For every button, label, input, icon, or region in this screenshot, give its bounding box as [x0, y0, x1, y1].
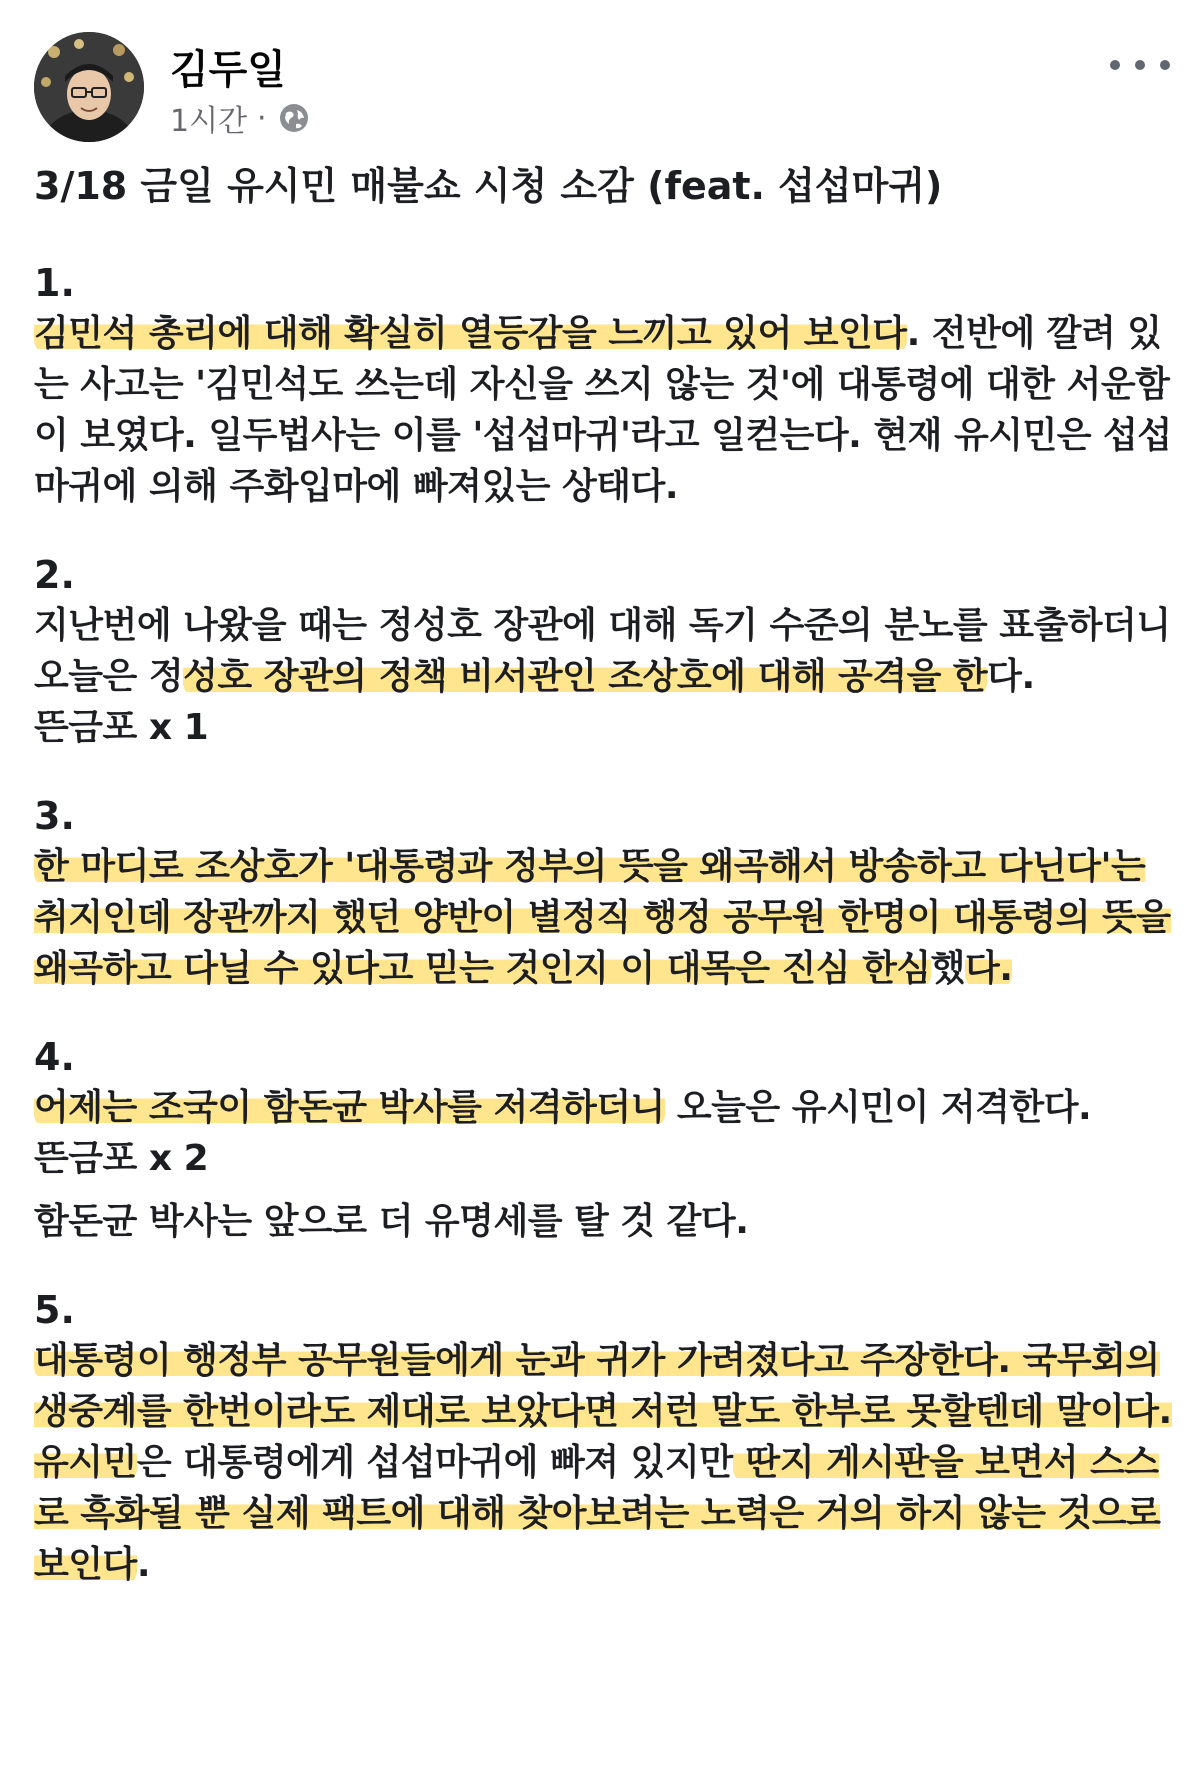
section-text: [34, 308, 1174, 512]
section-text: [34, 841, 1174, 994]
spacer: [34, 1184, 1174, 1196]
highlighted-text: 김민석 총리에 대해 확실히 열등감을 느끼고 있어 보인다: [34, 313, 907, 354]
post-time[interactable]: 1시간: [170, 104, 248, 139]
more-horizontal-icon-dot: [1160, 60, 1170, 70]
section-text-line2: 뜬금포 x 1: [34, 707, 209, 748]
section-number: 2.: [34, 553, 75, 597]
highlighted-text: 다.: [964, 948, 1013, 989]
highlighted-text: 성호 장관의 정책 비서관인 조상호에 대해 공격을 한: [183, 656, 988, 697]
highlighted-text: 어제는 조국이 함돈균 박사를 저격하더니: [34, 1087, 665, 1128]
more-horizontal-icon: [1110, 60, 1120, 70]
post-title: 3/18 금일 유시민 매불쇼 시청 소감 (feat. 섭섭마귀): [34, 164, 943, 208]
section-number: 1.: [34, 261, 75, 305]
highlighted-text: 대통령이 행정부 공무원들에게 눈과 귀가 가려졌다고 주장한다. 국무회의 생중계를 한번이라도 제대로 보았다면 저런 말도 한부로 못할텐데 말이다. 유시민: [34, 1340, 1172, 1483]
post-meta: [170, 96, 311, 140]
section-3: [34, 791, 1174, 994]
avatar[interactable]: [34, 32, 144, 142]
globe-icon[interactable]: [277, 101, 311, 135]
post-body: [34, 160, 1174, 1628]
avatar-photo: [34, 32, 144, 142]
more-options-button[interactable]: [1110, 50, 1170, 80]
section-number: 3.: [34, 794, 75, 838]
section-5: [34, 1285, 1174, 1590]
plain-text: 다.: [987, 656, 1035, 697]
section-number: 4.: [34, 1035, 75, 1079]
section-text: [34, 1082, 1174, 1133]
section-1: [34, 258, 1174, 512]
plain-text: . 전반에 깔려 있는 사고는 '김민석도 쓰는데 자신을 쓰지 않는 것'에 대통령에 대한 서운함이 보였다. 일두법사는 이를 '섭섭마귀'라고 일컫는다. 현재 유시민은 섭섭마귀에 의해 주화입마에 빠져있는 상태다.: [34, 313, 1172, 507]
section-extra-text: 함돈균 박사는 앞으로 더 유명세를 탈 것 같다.: [34, 1201, 749, 1242]
section-4: [34, 1032, 1174, 1247]
section-2: [34, 550, 1174, 753]
plain-text: .: [136, 1544, 151, 1585]
plain-text: 은 대통령에게 섭섭마귀에 빠져 있지만: [136, 1442, 734, 1483]
section-text: [34, 1335, 1174, 1590]
section-number: 5.: [34, 1288, 75, 1332]
post-header: [0, 0, 1200, 150]
plain-text: 오늘은 유시민이 저격한다.: [664, 1087, 1092, 1128]
plain-text: 했: [930, 948, 965, 989]
author-name[interactable]: 김두일: [170, 47, 286, 93]
section-text: [34, 600, 1174, 702]
meta-separator: ·: [257, 100, 267, 136]
highlighted-text: 딴지 게시판을 보면서 스스로 흑화될 뿐 실제 팩트에 대해 찾아보려는 노력은 거의 하지 않는 것으로 보인다: [34, 1442, 1161, 1585]
highlighted-text: 한 마디로 조상호가 '대통령과 정부의 뜻을 왜곡해서 방송하고 다닌다'는 취지인데 장관까지 했던 양반이 별정직 행정 공무원 한명이 대통령의 뜻을 왜곡하고 다닐 수 있다고 믿는 것인지 이 대목은 진심 한심: [34, 846, 1171, 989]
more-horizontal-icon-dot: [1135, 60, 1145, 70]
plain-text: 지난번에 나왔을 때는 정성호 장관에 대해 독기 수준의 분노를 표출하더니 오늘은 정: [34, 605, 1171, 697]
section-text-line2: 뜬금포 x 2: [34, 1138, 209, 1179]
